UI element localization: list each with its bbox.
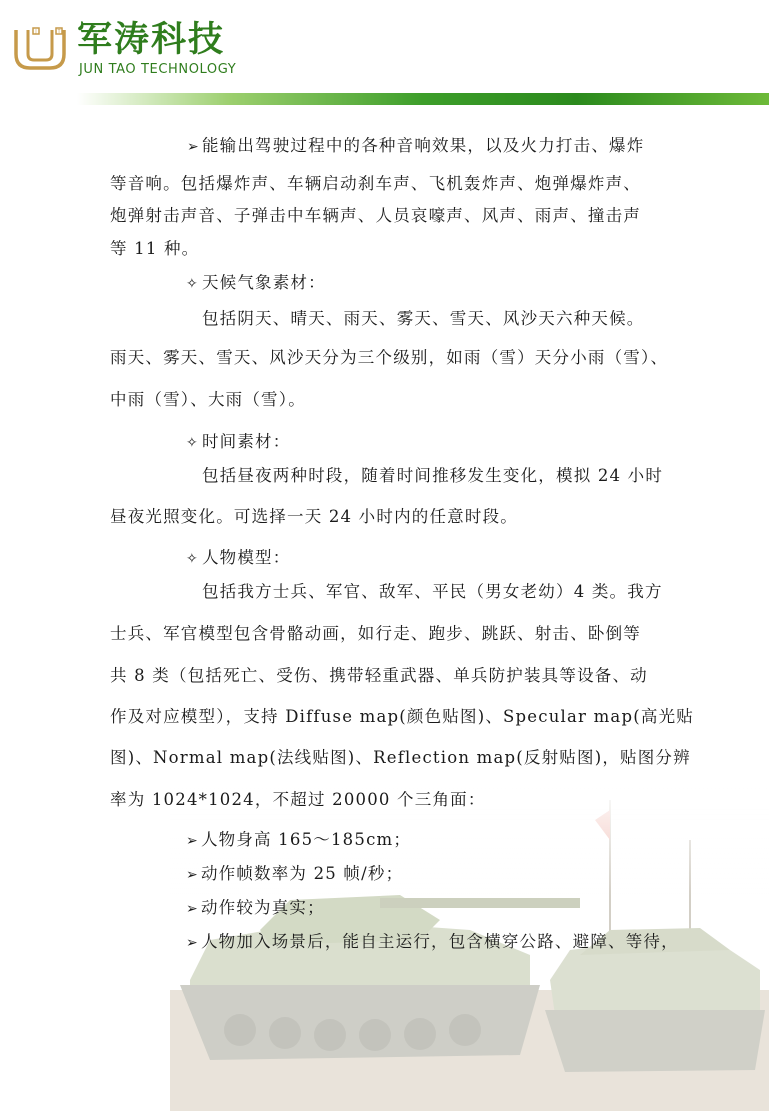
arrow-bullet-icon: ➢ [186,833,199,849]
character-line-5: 图)、Normal map(法线贴图)、Reflection map(反射贴图)，贴图分辨 [110,748,691,767]
sound-line-2: 等音响。包括爆炸声、车辆启动刹车声、飞机轰炸声、炮弹爆炸声、 [110,174,641,193]
svg-text:T: T [57,29,61,35]
section-heading: 天候气象素材： [201,273,326,292]
weather-line-1: 包括阴天、晴天、雨天、雾天、雪天、风沙天六种天候。 [202,309,645,328]
character-line-3: 共 8 类（包括死亡、受伤、携带轻重武器、单兵防护装具等设备、动 [110,666,648,685]
character-bullet-2 [186,862,403,887]
character-bullet-1 [186,828,411,853]
weather-heading [186,271,326,296]
brand-name-cn: 军涛科技 [77,20,226,60]
bullet-text: 人物加入场景后，能自主运行，包含横穿公路、避障、等待， [200,932,679,951]
time-heading [186,430,290,455]
character-bullet-4 [186,930,679,955]
bullet-text: 人物身高 165～185cm； [200,830,412,849]
character-line-2: 士兵、军官模型包含骨骼动画，如行走、跑步、跳跃、射击、卧倒等 [110,624,641,643]
paragraph-text: 能输出驾驶过程中的各种音响效果，以及火力打击、爆炸 [201,136,645,155]
character-line-6: 率为 1024*1024，不超过 20000 个三角面： [110,790,486,809]
time-line-2: 昼夜光照变化。可选择一天 24 小时内的任意时段。 [110,507,518,526]
diamond-bullet-icon: ✧ [186,276,199,292]
character-line-1: 包括我方士兵、军官、敌军、平民（男女老幼）4 类。我方 [202,582,663,601]
character-line-4: 作及对应模型），支持 Diffuse map(颜色贴图)、Specular map(高光贴 [110,707,694,726]
page-header [0,0,769,108]
diamond-bullet-icon: ✧ [186,435,199,451]
sound-line-4: 等 11 种。 [110,239,200,258]
weather-line-2: 雨天、雾天、雪天、风沙天分为三个级别，如雨（雪）天分小雨（雪）、 [110,348,669,367]
bullet-text: 动作帧数率为 25 帧/秒； [200,864,404,883]
arrow-bullet-icon: ➢ [187,139,200,155]
time-line-1: 包括昼夜两种时段，随着时间推移发生变化，模拟 24 小时 [202,466,664,485]
bullet-text: 动作较为真实； [200,898,325,917]
sound-line-1 [187,134,644,159]
character-bullet-3 [186,896,325,921]
diamond-bullet-icon: ✧ [186,551,199,567]
svg-text:J: J [35,29,37,35]
arrow-bullet-icon: ➢ [186,935,199,951]
section-heading: 时间素材： [201,432,291,451]
section-heading: 人物模型： [201,548,291,567]
arrow-bullet-icon: ➢ [186,901,199,917]
company-logo-icon [10,24,70,74]
brand-name-en: JUN TAO TECHNOLOGY [79,62,237,77]
character-heading [186,546,290,571]
weather-line-3: 中雨（雪）、大雨（雪）。 [110,390,306,409]
arrow-bullet-icon: ➢ [186,867,199,883]
sound-line-3: 炮弹射击声音、子弹击中车辆声、人员哀嚎声、风声、雨声、撞击声 [110,206,641,225]
header-divider [0,93,769,105]
